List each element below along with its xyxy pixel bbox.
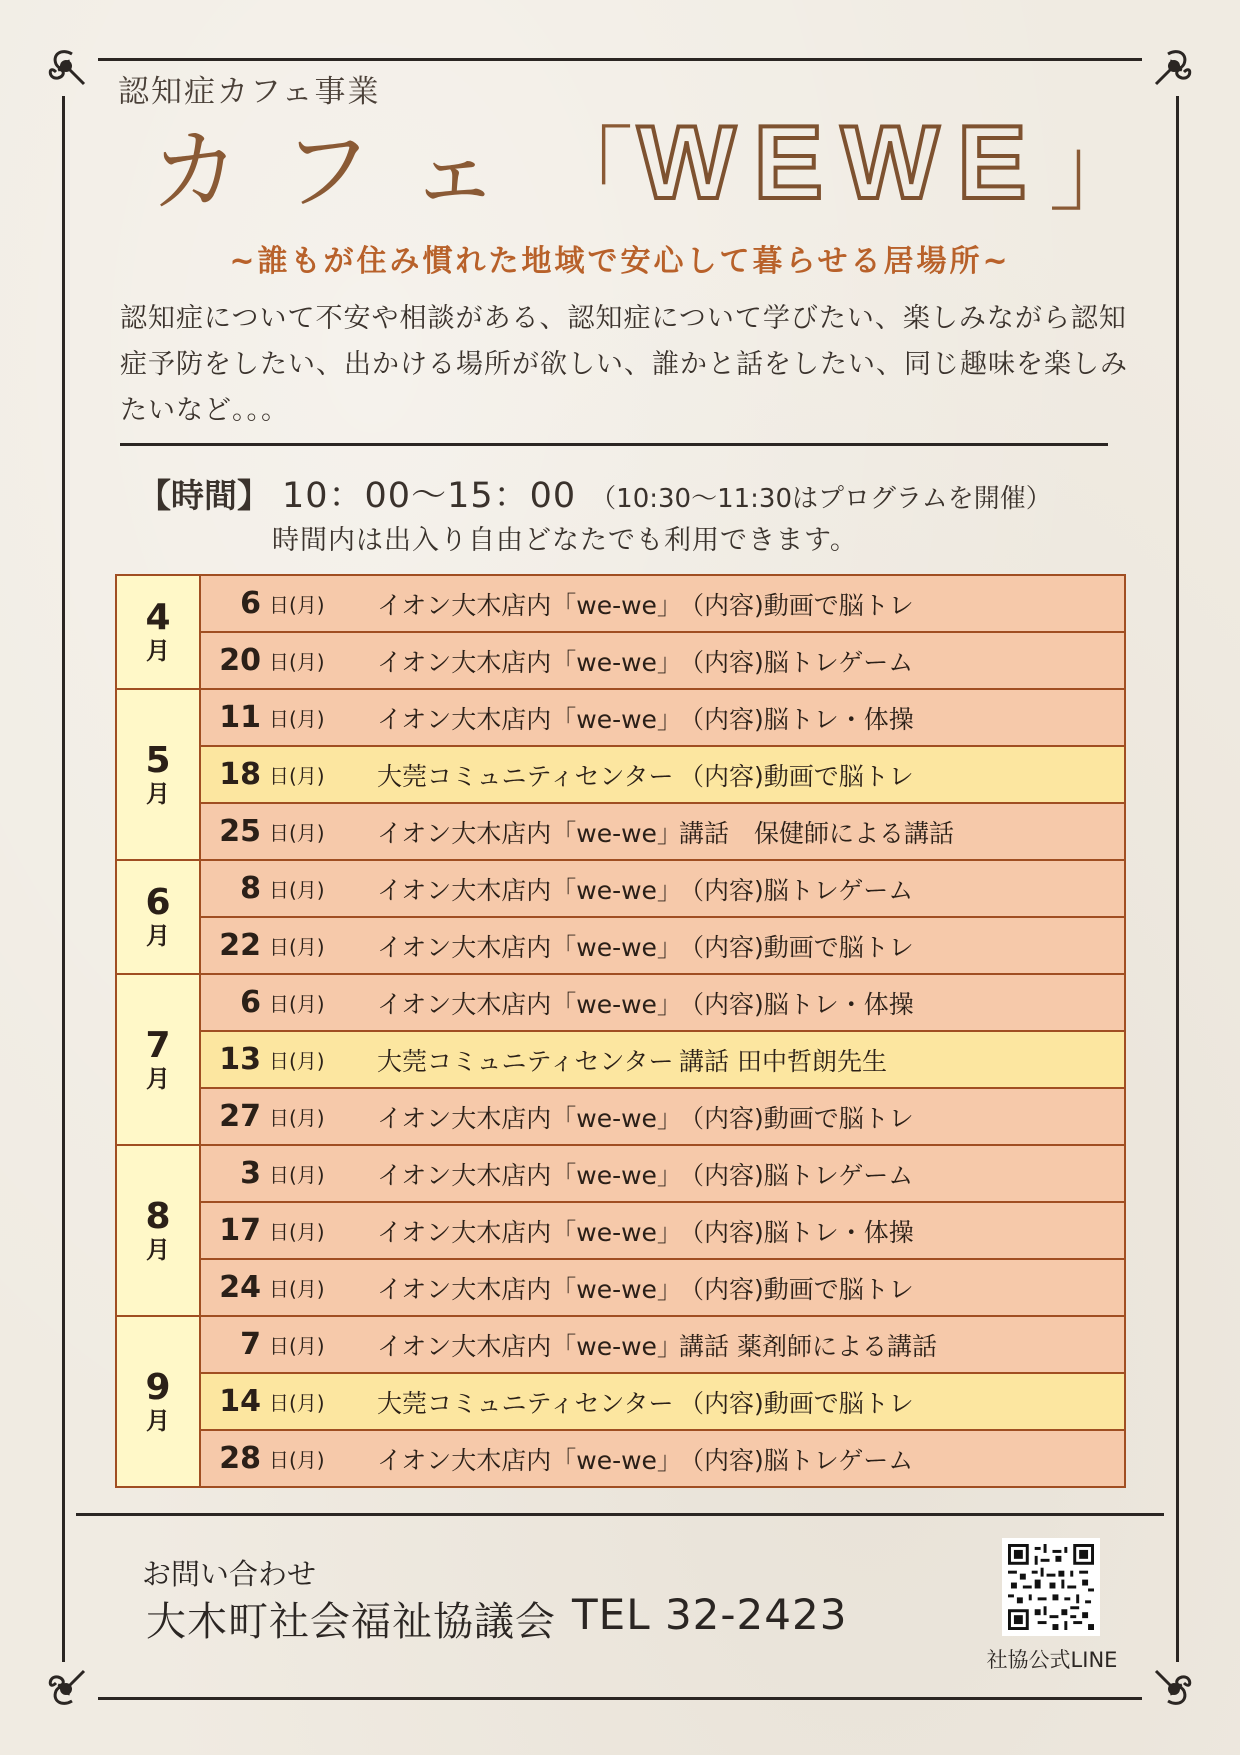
day-number: 13	[219, 1042, 261, 1077]
day-number: 7	[240, 1327, 261, 1362]
intro-text: 認知症について不安や相談がある、認知症について学びたい、楽しみながら認知症予防をしたい、出かける場所が欲しい、誰かと話をしたい、同じ趣味を楽しみたいなど。。。	[120, 303, 1128, 426]
table-row	[201, 631, 1124, 688]
table-row	[201, 1258, 1124, 1315]
month-rows	[201, 1146, 1124, 1315]
table-row	[201, 1372, 1124, 1429]
session-content: （内容)動画で脳トレ	[679, 1274, 914, 1304]
tagline: ~誰もが住み慣れた地域で安心して暮らせる居場所~	[229, 244, 1011, 279]
hours-label: 【時間】	[138, 476, 270, 515]
month-cell	[117, 861, 201, 973]
session-content: 講話 薬剤師による講話	[679, 1331, 937, 1361]
divider	[76, 1513, 1164, 1516]
month-cell	[117, 576, 201, 688]
day-number: 20	[219, 643, 261, 678]
month-number: 5	[145, 739, 171, 781]
day-of-week: 日(月)	[269, 707, 325, 731]
venue: イオン大木店内「we-we」	[377, 932, 682, 962]
month-unit: 月	[146, 637, 170, 665]
month-unit: 月	[146, 779, 170, 808]
month-rows	[201, 576, 1124, 688]
month-rows	[201, 975, 1124, 1144]
day-number: 14	[219, 1384, 261, 1419]
session-content: （内容)脳トレゲーム	[679, 647, 914, 677]
session-content: （内容)脳トレゲーム	[679, 1160, 914, 1190]
flourish-icon	[44, 44, 100, 100]
month-group	[117, 973, 1124, 1144]
day-of-week: 日(月)	[269, 1334, 325, 1358]
day-number: 22	[219, 928, 261, 963]
venue: イオン大木店内「we-we」	[377, 989, 682, 1019]
month-rows	[201, 861, 1124, 973]
session-content: （内容)動画で脳トレ	[679, 761, 914, 791]
venue: イオン大木店内「we-we」	[377, 818, 682, 848]
venue: イオン大木店内「we-we」	[377, 875, 682, 905]
session-content: （内容)脳トレ・体操	[679, 1217, 914, 1247]
month-rows	[201, 690, 1124, 859]
venue: イオン大木店内「we-we」	[377, 1445, 682, 1475]
table-row	[201, 1429, 1124, 1486]
session-content: （内容)脳トレゲーム	[679, 1445, 914, 1475]
month-number: 9	[145, 1366, 171, 1408]
frame-bottom-line	[98, 1697, 1142, 1700]
month-unit: 月	[146, 922, 170, 950]
schedule-table	[115, 574, 1126, 1488]
month-rows	[201, 1317, 1124, 1486]
day-number: 11	[219, 700, 261, 735]
title-bracket-close: 」	[1048, 117, 1141, 224]
venue: 大莞コミュニティセンター	[377, 1388, 674, 1418]
day-number: 28	[219, 1441, 261, 1476]
venue: イオン大木店内「we-we」	[377, 704, 682, 734]
table-row	[201, 916, 1124, 973]
month-group	[117, 576, 1124, 688]
page-title	[150, 104, 1141, 224]
day-of-week: 日(月)	[269, 1163, 325, 1187]
qr-caption: 社協公式LINE	[986, 1648, 1118, 1672]
hours-subtext: 時間内は出入り自由どなたでも利用できます。	[272, 525, 858, 556]
month-cell	[117, 1146, 201, 1315]
hours-line	[138, 468, 1052, 518]
session-content: （内容)動画で脳トレ	[679, 932, 914, 962]
table-row	[201, 1201, 1124, 1258]
venue: イオン大木店内「we-we」	[377, 1217, 682, 1247]
month-number: 8	[145, 1195, 171, 1237]
day-of-week: 日(月)	[269, 650, 325, 674]
month-unit: 月	[146, 1235, 170, 1264]
table-row	[201, 576, 1124, 631]
hours-note: （10:30～11:30はプログラムを開催）	[590, 484, 1052, 514]
session-content: （内容)脳トレゲーム	[679, 875, 914, 905]
table-row	[201, 861, 1124, 916]
month-number: 7	[145, 1024, 171, 1066]
venue: 大莞コミュニティセンター	[377, 761, 674, 791]
day-number: 24	[219, 1270, 261, 1305]
table-row	[201, 1317, 1124, 1372]
flourish-icon	[44, 1655, 100, 1711]
venue: 大莞コミュニティセンター	[377, 1046, 674, 1076]
day-number: 27	[219, 1099, 261, 1134]
day-of-week: 日(月)	[269, 1049, 325, 1073]
day-number: 25	[219, 814, 261, 849]
day-of-week: 日(月)	[269, 878, 325, 902]
frame-top-line	[98, 58, 1142, 61]
month-cell	[117, 690, 201, 859]
day-number: 17	[219, 1213, 261, 1248]
day-number: 6	[240, 586, 261, 621]
day-of-week: 日(月)	[269, 935, 325, 959]
venue: イオン大木店内「we-we」	[377, 1331, 682, 1361]
day-of-week: 日(月)	[269, 992, 325, 1016]
day-number: 3	[240, 1156, 261, 1191]
day-of-week: 日(月)	[269, 1277, 325, 1301]
session-content: （内容)動画で脳トレ	[679, 1388, 914, 1418]
table-row	[201, 1146, 1124, 1201]
month-number: 4	[145, 597, 171, 638]
session-content: 講話 田中哲朗先生	[679, 1046, 887, 1076]
title-name: WEWE	[637, 104, 1045, 221]
month-unit: 月	[146, 1064, 170, 1093]
divider	[120, 443, 1108, 446]
day-number: 6	[240, 985, 261, 1020]
session-content: （内容)動画で脳トレ	[679, 1103, 914, 1133]
contact-organization: 大木町社会福祉協議会	[146, 1599, 556, 1645]
session-content: （内容)動画で脳トレ	[679, 590, 914, 620]
day-number: 18	[219, 757, 261, 792]
day-of-week: 日(月)	[269, 821, 325, 845]
venue: イオン大木店内「we-we」	[377, 1274, 682, 1304]
day-of-week: 日(月)	[269, 1106, 325, 1130]
month-cell	[117, 1317, 201, 1486]
qr-code-icon[interactable]	[1002, 1538, 1100, 1636]
month-cell	[117, 975, 201, 1144]
hours-time: 10：00～15：00	[282, 476, 577, 516]
contact-phone: TEL 32-2423	[572, 1590, 848, 1639]
session-content: （内容)脳トレ・体操	[679, 704, 914, 734]
table-row	[201, 975, 1124, 1030]
month-unit: 月	[146, 1406, 170, 1435]
month-group	[117, 859, 1124, 973]
table-row	[201, 1087, 1124, 1144]
day-of-week: 日(月)	[269, 764, 325, 788]
day-of-week: 日(月)	[269, 1448, 325, 1472]
session-content: 講話 保健師による講話	[679, 818, 955, 848]
flourish-icon	[1140, 1655, 1196, 1711]
month-group	[117, 1144, 1124, 1315]
frame-left-line	[62, 96, 65, 1662]
flourish-icon	[1140, 44, 1196, 100]
month-group	[117, 1315, 1124, 1486]
day-number: 8	[240, 871, 261, 906]
contact-label: お問い合わせ	[142, 1557, 317, 1591]
table-row	[201, 1030, 1124, 1087]
table-row	[201, 690, 1124, 745]
session-content: （内容)脳トレ・体操	[679, 989, 914, 1019]
frame-right-line	[1176, 96, 1179, 1662]
day-of-week: 日(月)	[269, 593, 325, 617]
day-of-week: 日(月)	[269, 1220, 325, 1244]
venue: イオン大木店内「we-we」	[377, 647, 682, 677]
title-bracket-open: 「	[541, 117, 634, 224]
month-number: 6	[145, 882, 171, 923]
program-subtitle: 認知症カフェ事業	[118, 74, 381, 110]
venue: イオン大木店内「we-we」	[377, 1160, 682, 1190]
day-of-week: 日(月)	[269, 1391, 325, 1415]
title-kana: カフェ	[150, 119, 542, 224]
venue: イオン大木店内「we-we」	[377, 1103, 682, 1133]
table-row	[201, 802, 1124, 859]
venue: イオン大木店内「we-we」	[377, 590, 682, 620]
table-row	[201, 745, 1124, 802]
month-group	[117, 688, 1124, 859]
